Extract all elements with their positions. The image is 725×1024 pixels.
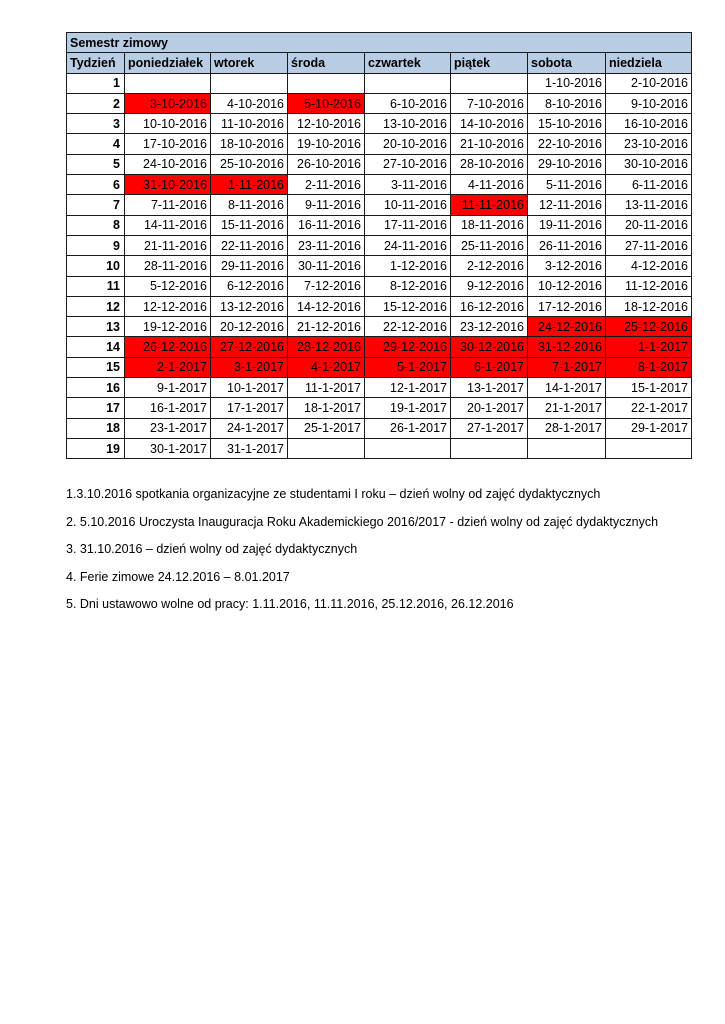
date-cell: 12-1-2017 — [365, 378, 451, 398]
date-cell: 5-12-2016 — [125, 276, 211, 296]
date-cell: 24-11-2016 — [365, 235, 451, 255]
date-cell: 8-11-2016 — [211, 195, 288, 215]
date-cell: 14-10-2016 — [451, 114, 528, 134]
date-cell: 19-10-2016 — [288, 134, 365, 154]
date-cell: 22-11-2016 — [211, 235, 288, 255]
date-cell: 16-10-2016 — [606, 114, 692, 134]
date-cell: 2-10-2016 — [606, 73, 692, 93]
table-row — [67, 175, 692, 195]
date-cell: 3-12-2016 — [528, 256, 606, 276]
date-cell: 29-1-2017 — [606, 418, 692, 438]
week-number: 13 — [67, 317, 125, 337]
week-number: 15 — [67, 357, 125, 377]
date-cell: 30-10-2016 — [606, 154, 692, 174]
week-number: 17 — [67, 398, 125, 418]
week-number: 5 — [67, 154, 125, 174]
week-number: 7 — [67, 195, 125, 215]
date-cell: 27-10-2016 — [365, 154, 451, 174]
date-cell: 21-11-2016 — [125, 235, 211, 255]
date-cell: 20-12-2016 — [211, 317, 288, 337]
date-cell: 30-11-2016 — [288, 256, 365, 276]
date-cell-free-day: 31-12-2016 — [528, 337, 606, 357]
table-row — [67, 215, 692, 235]
table-row — [67, 378, 692, 398]
table-row — [67, 418, 692, 438]
header-day: piątek — [451, 53, 528, 73]
date-cell-free-day: 2-1-2017 — [125, 357, 211, 377]
date-cell: 28-1-2017 — [528, 418, 606, 438]
week-number: 10 — [67, 256, 125, 276]
date-cell: 18-1-2017 — [288, 398, 365, 418]
table-row — [67, 134, 692, 154]
week-number: 9 — [67, 235, 125, 255]
table-row — [67, 256, 692, 276]
header-day: sobota — [528, 53, 606, 73]
date-cell: 28-10-2016 — [451, 154, 528, 174]
date-cell: 7-11-2016 — [125, 195, 211, 215]
date-cell-free-day: 5-1-2017 — [365, 357, 451, 377]
date-cell: 23-1-2017 — [125, 418, 211, 438]
table-row — [67, 154, 692, 174]
date-cell: 2-12-2016 — [451, 256, 528, 276]
date-cell: 12-10-2016 — [288, 114, 365, 134]
date-cell: 6-12-2016 — [211, 276, 288, 296]
date-cell-free-day: 30-12-2016 — [451, 337, 528, 357]
week-number: 8 — [67, 215, 125, 235]
header-day: środa — [288, 53, 365, 73]
date-cell: 16-12-2016 — [451, 296, 528, 316]
date-cell — [606, 438, 692, 458]
table-title: Semestr zimowy — [67, 33, 692, 53]
date-cell — [288, 73, 365, 93]
date-cell-free-day: 1-1-2017 — [606, 337, 692, 357]
date-cell-free-day: 3-1-2017 — [211, 357, 288, 377]
date-cell: 24-10-2016 — [125, 154, 211, 174]
date-cell: 15-11-2016 — [211, 215, 288, 235]
week-number: 3 — [67, 114, 125, 134]
week-number: 19 — [67, 438, 125, 458]
title-row — [67, 33, 692, 53]
date-cell: 31-1-2017 — [211, 438, 288, 458]
date-cell: 17-1-2017 — [211, 398, 288, 418]
date-cell: 26-1-2017 — [365, 418, 451, 438]
date-cell: 4-11-2016 — [451, 175, 528, 195]
date-cell: 14-1-2017 — [528, 378, 606, 398]
date-cell: 26-11-2016 — [528, 235, 606, 255]
date-cell: 18-12-2016 — [606, 296, 692, 316]
date-cell: 16-11-2016 — [288, 215, 365, 235]
date-cell: 7-10-2016 — [451, 93, 528, 113]
date-cell: 25-1-2017 — [288, 418, 365, 438]
date-cell: 25-10-2016 — [211, 154, 288, 174]
date-cell: 23-12-2016 — [451, 317, 528, 337]
date-cell: 13-12-2016 — [211, 296, 288, 316]
date-cell: 14-11-2016 — [125, 215, 211, 235]
date-cell: 26-10-2016 — [288, 154, 365, 174]
date-cell: 25-11-2016 — [451, 235, 528, 255]
date-cell: 10-11-2016 — [365, 195, 451, 215]
date-cell — [451, 73, 528, 93]
date-cell: 7-12-2016 — [288, 276, 365, 296]
date-cell: 12-12-2016 — [125, 296, 211, 316]
date-cell: 13-1-2017 — [451, 378, 528, 398]
date-cell: 9-11-2016 — [288, 195, 365, 215]
date-cell-free-day: 7-1-2017 — [528, 357, 606, 377]
header-day: czwartek — [365, 53, 451, 73]
note-item: 3. 31.10.2016 – dzień wolny od zajęć dydaktycznych — [66, 542, 358, 556]
table-row — [67, 317, 692, 337]
date-cell-free-day: 3-10-2016 — [125, 93, 211, 113]
date-cell: 23-11-2016 — [288, 235, 365, 255]
date-cell: 15-10-2016 — [528, 114, 606, 134]
week-number: 1 — [67, 73, 125, 93]
date-cell: 13-11-2016 — [606, 195, 692, 215]
date-cell: 30-1-2017 — [125, 438, 211, 458]
date-cell: 5-11-2016 — [528, 175, 606, 195]
date-cell: 27-11-2016 — [606, 235, 692, 255]
date-cell: 27-1-2017 — [451, 418, 528, 438]
table-row — [67, 73, 692, 93]
date-cell: 24-1-2017 — [211, 418, 288, 438]
date-cell — [125, 73, 211, 93]
date-cell: 9-1-2017 — [125, 378, 211, 398]
semester-calendar-table — [66, 32, 692, 459]
date-cell: 9-12-2016 — [451, 276, 528, 296]
date-cell: 1-12-2016 — [365, 256, 451, 276]
table-row — [67, 114, 692, 134]
date-cell: 4-10-2016 — [211, 93, 288, 113]
date-cell: 10-1-2017 — [211, 378, 288, 398]
table-row — [67, 235, 692, 255]
date-cell: 17-10-2016 — [125, 134, 211, 154]
date-cell: 15-1-2017 — [606, 378, 692, 398]
table-row — [67, 438, 692, 458]
date-cell: 21-1-2017 — [528, 398, 606, 418]
date-cell-free-day: 8-1-2017 — [606, 357, 692, 377]
date-cell: 18-11-2016 — [451, 215, 528, 235]
notes-section — [66, 487, 706, 625]
date-cell-free-day: 4-1-2017 — [288, 357, 365, 377]
date-cell: 10-12-2016 — [528, 276, 606, 296]
date-cell: 21-10-2016 — [451, 134, 528, 154]
week-number: 4 — [67, 134, 125, 154]
table-row — [67, 296, 692, 316]
date-cell: 8-12-2016 — [365, 276, 451, 296]
date-cell: 11-1-2017 — [288, 378, 365, 398]
date-cell-free-day: 1-11-2016 — [211, 175, 288, 195]
note-item: 2. 5.10.2016 Uroczysta Inauguracja Roku Akademickiego 2016/2017 - dzień wolny od zajęć dydaktycznych — [66, 514, 659, 529]
date-cell: 22-10-2016 — [528, 134, 606, 154]
date-cell: 19-12-2016 — [125, 317, 211, 337]
date-cell-free-day: 25-12-2016 — [606, 317, 692, 337]
date-cell: 17-11-2016 — [365, 215, 451, 235]
note-item: 4. Ferie zimowe 24.12.2016 – 8.01.2017 — [66, 569, 290, 584]
date-cell: 3-11-2016 — [365, 175, 451, 195]
header-week: Tydzień — [67, 53, 125, 73]
header-day: poniedziałek — [125, 53, 211, 73]
date-cell: 11-12-2016 — [606, 276, 692, 296]
note-item: 5. Dni ustawowo wolne od pracy: 1.11.2016, 11.11.2016, 25.12.2016, 26.12.2016 — [66, 597, 514, 611]
table-row — [67, 195, 692, 215]
date-cell-free-day: 11-11-2016 — [451, 195, 528, 215]
date-cell: 17-12-2016 — [528, 296, 606, 316]
week-number: 18 — [67, 418, 125, 438]
date-cell: 20-1-2017 — [451, 398, 528, 418]
week-number: 14 — [67, 337, 125, 357]
date-cell — [365, 73, 451, 93]
header-day: niedziela — [606, 53, 692, 73]
date-cell: 8-10-2016 — [528, 93, 606, 113]
header-day: wtorek — [211, 53, 288, 73]
date-cell — [365, 438, 451, 458]
date-cell: 20-10-2016 — [365, 134, 451, 154]
table-row — [67, 93, 692, 113]
date-cell-free-day: 6-1-2017 — [451, 357, 528, 377]
date-cell: 15-12-2016 — [365, 296, 451, 316]
date-cell: 11-10-2016 — [211, 114, 288, 134]
date-cell: 22-1-2017 — [606, 398, 692, 418]
date-cell: 19-1-2017 — [365, 398, 451, 418]
week-number: 12 — [67, 296, 125, 316]
date-cell-free-day: 26-12-2016 — [125, 337, 211, 357]
date-cell: 28-11-2016 — [125, 256, 211, 276]
week-number: 6 — [67, 175, 125, 195]
date-cell: 29-11-2016 — [211, 256, 288, 276]
date-cell-free-day: 31-10-2016 — [125, 175, 211, 195]
date-cell: 6-10-2016 — [365, 93, 451, 113]
table-row — [67, 398, 692, 418]
date-cell: 13-10-2016 — [365, 114, 451, 134]
date-cell: 21-12-2016 — [288, 317, 365, 337]
date-cell-free-day: 24-12-2016 — [528, 317, 606, 337]
date-cell: 12-11-2016 — [528, 195, 606, 215]
date-cell: 29-10-2016 — [528, 154, 606, 174]
week-number: 2 — [67, 93, 125, 113]
date-cell: 4-12-2016 — [606, 256, 692, 276]
date-cell: 2-11-2016 — [288, 175, 365, 195]
date-cell: 14-12-2016 — [288, 296, 365, 316]
date-cell — [451, 438, 528, 458]
week-number: 16 — [67, 378, 125, 398]
date-cell — [211, 73, 288, 93]
date-cell — [288, 438, 365, 458]
table-row — [67, 357, 692, 377]
date-cell: 9-10-2016 — [606, 93, 692, 113]
header-row — [67, 53, 692, 73]
date-cell: 20-11-2016 — [606, 215, 692, 235]
date-cell: 1-10-2016 — [528, 73, 606, 93]
table-row — [67, 276, 692, 296]
date-cell: 23-10-2016 — [606, 134, 692, 154]
date-cell: 22-12-2016 — [365, 317, 451, 337]
date-cell-free-day: 27-12-2016 — [211, 337, 288, 357]
table-row — [67, 337, 692, 357]
date-cell: 19-11-2016 — [528, 215, 606, 235]
date-cell: 6-11-2016 — [606, 175, 692, 195]
date-cell-free-day: 29-12-2016 — [365, 337, 451, 357]
date-cell-free-day: 28-12-2016 — [288, 337, 365, 357]
note-item: 1.3.10.2016 spotkania organizacyjne ze studentami I roku – dzień wolny od zajęć dydaktycznych — [66, 487, 601, 501]
date-cell: 10-10-2016 — [125, 114, 211, 134]
date-cell: 18-10-2016 — [211, 134, 288, 154]
date-cell — [528, 438, 606, 458]
date-cell-free-day: 5-10-2016 — [288, 93, 365, 113]
calendar-body — [67, 73, 692, 459]
date-cell: 16-1-2017 — [125, 398, 211, 418]
week-number: 11 — [67, 276, 125, 296]
